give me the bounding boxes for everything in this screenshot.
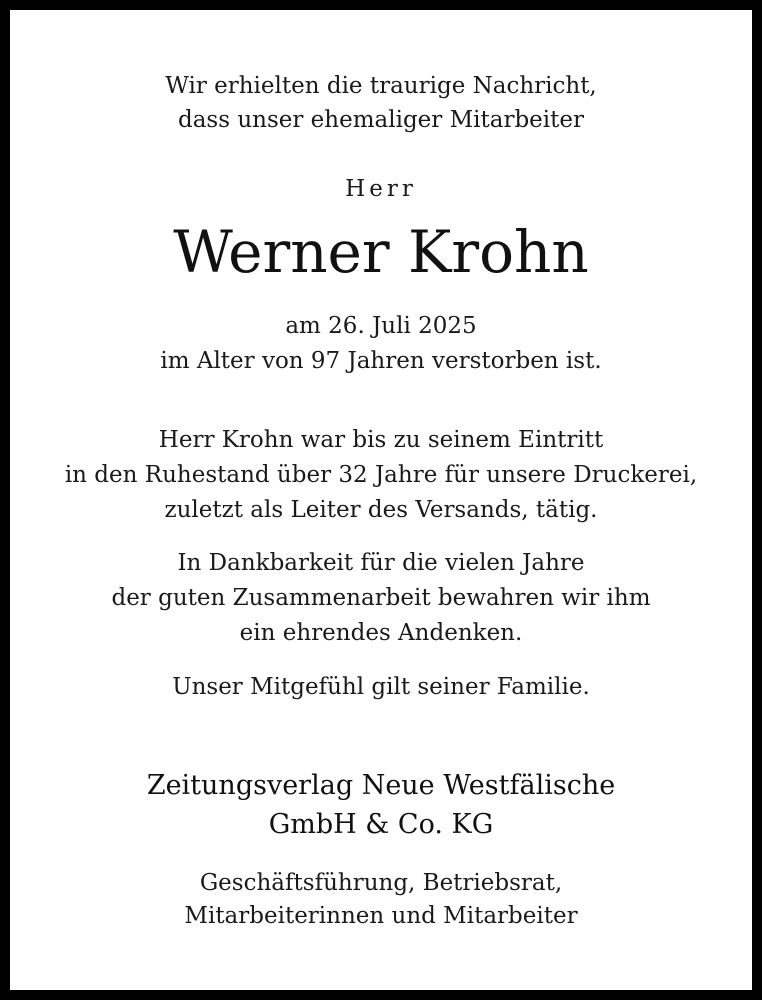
tenure-line-3: zuletzt als Leiter des Versands, tätig. [164, 497, 598, 523]
intro-line-2: dass unser ehemaliger Mitarbeiter [177, 107, 584, 133]
gratitude-line-1: In Dankbarkeit für die vielen Jahre [177, 550, 585, 576]
death-date: am 26. Juli 2025 [285, 313, 477, 339]
condolence: Unser Mitgefühl gilt seiner Familie. [172, 674, 590, 700]
death-age: im Alter von 97 Jahren verstorben ist. [160, 348, 602, 374]
signatories-line-2: Mitarbeiterinnen und Mitarbeiter [184, 903, 578, 929]
gratitude-line-2: der guten Zusammenarbeit bewahren wir ihm [111, 585, 651, 611]
company-line-1: Zeitungsverlag Neue Westfälische [146, 770, 616, 801]
tenure-line-1: Herr Krohn war bis zu seinem Eintritt [158, 427, 604, 453]
honorific: Herr [345, 176, 417, 202]
company-line-2: GmbH & Co. KG [268, 809, 494, 840]
signatories-line-1: Geschäftsführung, Betriebsrat, [199, 870, 563, 896]
gratitude-line-3: ein ehrendes Andenken. [239, 620, 523, 646]
deceased-name: Werner Krohn [173, 218, 589, 286]
intro-line-1: Wir erhielten die traurige Nachricht, [165, 73, 597, 99]
tenure-line-2: in den Ruhestand über 32 Jahre für unsere Druckerei, [64, 462, 698, 488]
